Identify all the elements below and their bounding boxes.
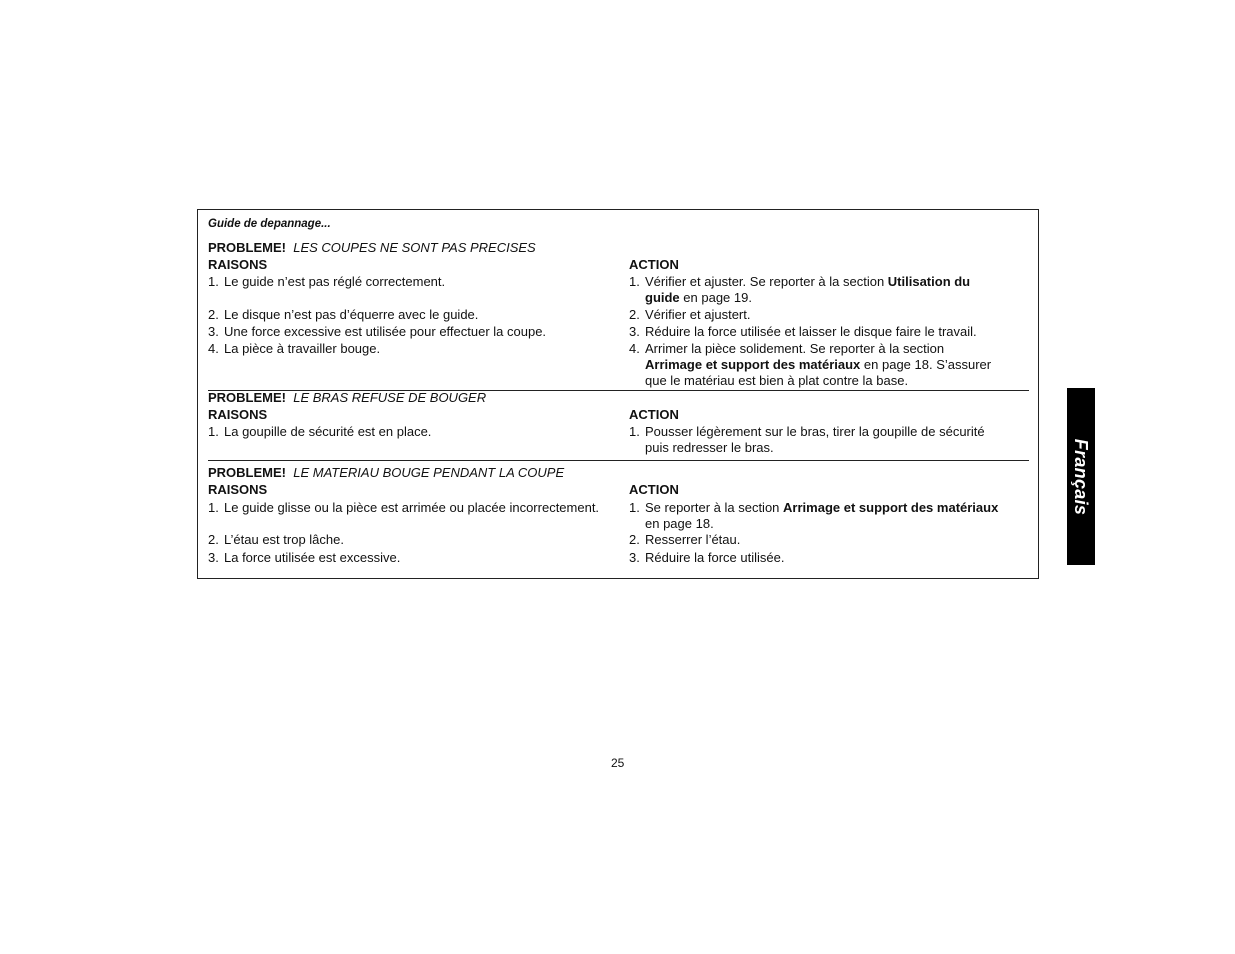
reason-item: 1. Le guide n’est pas réglé correctement. [208,274,446,289]
section-divider [208,460,1029,461]
reasons-header-2: RAISONS [208,407,268,422]
action-item: 1. Se reporter à la section Arrimage et support des matériaux en page 18. [629,500,999,531]
reasons-header-3: RAISONS [208,482,268,497]
action-item: 2. Resserrer l’étau. [629,532,741,547]
language-tab-label: Français [1071,438,1091,515]
reasons-header-1: RAISONS [208,257,268,272]
problem-title-1: LES COUPES NE SONT PAS PRECISES [293,240,536,255]
reason-item: 2. L’étau est trop lâche. [208,532,344,547]
action-item: 1. Vérifier et ajuster. Se reporter à la section Utilisation du guide en page 19. [629,274,971,305]
troubleshooting-table [197,209,1039,579]
action-item: 2. Vérifier et ajustert. [629,307,751,322]
problem-heading-1: PROBLEME! LES COUPES NE SONT PAS PRECISES [208,240,536,255]
action-item: 3. Réduire la force utilisée et laisser le disque faire le travail. [629,324,977,339]
action-header-3: ACTION [629,482,679,497]
action-header-2: ACTION [629,407,679,422]
page-number: 25 [611,756,625,770]
language-tab [1067,388,1095,565]
problem-heading-2: PROBLEME! LE BRAS REFUSE DE BOUGER [208,390,487,405]
reason-item: 1. La goupille de sécurité est en place. [208,424,432,439]
guide-title: Guide de depannage... [208,218,331,230]
problem-title-2: LE BRAS REFUSE DE BOUGER [293,390,487,405]
reason-item: 2. Le disque n’est pas d’équerre avec le guide. [208,307,479,322]
problem-heading-3: PROBLEME! LE MATERIAU BOUGE PENDANT LA COUPE [208,465,565,480]
reason-item: 3. La force utilisée est excessive. [208,550,401,565]
action-item: 4. Arrimer la pièce solidement. Se reporter à la section Arrimage et support des matériaux en page 18. S’assurer que le matériau est bien à plat contre la base. [629,341,992,388]
action-item: 1. Pousser légèrement sur le bras, tirer la goupille de sécurité puis redresser le bras. [629,424,985,455]
problem-title-3: LE MATERIAU BOUGE PENDANT LA COUPE [293,465,565,480]
reason-item: 4. La pièce à travailler bouge. [208,341,381,356]
action-header-1: ACTION [629,257,679,272]
reason-item: 1. Le guide glisse ou la pièce est arrimée ou placée incorrectement. [208,500,600,515]
action-item: 3. Réduire la force utilisée. [629,550,785,565]
reason-item: 3. Une force excessive est utilisée pour effectuer la coupe. [208,324,547,339]
